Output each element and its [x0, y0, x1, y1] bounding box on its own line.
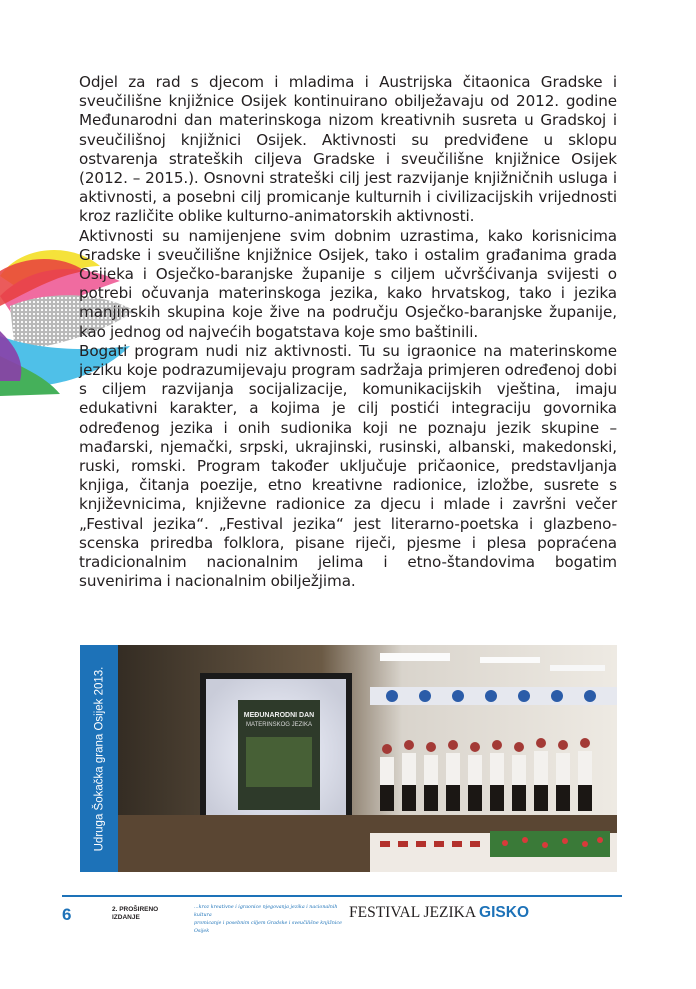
page-number: 6	[62, 905, 72, 924]
screen-title-2: MATERINSKOG JEZIKA	[246, 722, 312, 728]
photo-caption-text: Udruga Šokačka grana Osijek 2013.	[93, 666, 105, 851]
edition-line-2: IZDANJE	[112, 914, 140, 921]
paragraph-intro: Odjel za rad s djecom i mladima i Austrijska čitaonica Gradske i sveučilišne knjižnice Osijek kontinuirano obilježavaju od 2012. godine Međunarodni dan materinskoga nizom kreativnih susreta u Gradskoj i sveučilišnoj knjižnici Osijek. Aktivnosti su predviđene u sklopu ostvarenja strateških ciljeva Gradske i sveučilišne knjižnice Osijek (2012. – 2015.). Osnovni strateški cilj jest razvijanje knjižničnih usluga i aktivnosti, a posebni cilj promicanje kulturnih i civilizacijskih vrijednosti kroz različite oblike kulturno-animatorskih aktivnosti.	[79, 73, 617, 226]
paragraph-audience: Aktivnosti su namijenjene svim dobnim uzrastima, kako korisnicima Gradske i sveučilišne knjižnice Osijek, tako i ostalim građanima grada Osijeka i Osječko-baranjske županije s ciljem učvršćivanja svijesti o potrebi očuvanja materinskoga jezika, kako hrvatskog, tako i jezika manjinskih skupina koje žive na području Osječko-baranjske županije, kao jednog od najvećih bogatstava koje smo baštinili.	[79, 226, 617, 341]
footer-script-line-1: ...kroz kreativne i igraonice njegovanja jezika i nacionalnih kultura	[194, 905, 338, 918]
edition-label	[112, 906, 158, 922]
edition-line-1: 2. PROŠIRENO	[112, 906, 159, 913]
article-body	[79, 73, 617, 591]
publication-title-main: FESTIVAL JEZIKA	[349, 904, 480, 921]
paragraph-program: Bogati program nudi niz aktivnosti. Tu su igraonice na materinskome jeziku koje podrazumijevaju program sadržaja primjeren određenoj dobi s ciljem razvijanja socijalizacije, komunikacijskih vještina, imaju edukativni karakter, a kojima je cilj postići integraciju govornika određenog jezika i onih sudionika koji ne poznaju jezik skupine – mađarski, njemački, srpski, ukrajinski, rusinski, albanski, makedonski, ruski, romski. Program također uključuje pričaonice, predstavljanja knjiga, čitanja poezije, etno kreativne radionice, izložbe, susrete s književnicima, književne radionice za djecu i mlade i završni večer „Festival jezika“. „Festival jezika“ jest literarno-poetska i glazbeno-scenska priredba folklora, pisane riječi, pjesme i plesa popraćena tradicionalnim nacionalnim jelima i etno-štandovima bogatim suvenirima i nacionalnim obilježjima.	[79, 341, 617, 591]
footer-divider	[62, 895, 622, 897]
publication-title	[349, 904, 529, 922]
screen-title-1: MEĐUNARODNI DAN	[243, 712, 315, 719]
footer-script-text	[194, 904, 346, 936]
event-photo	[80, 645, 617, 872]
publication-title-accent: GISKO	[479, 904, 529, 921]
photo-caption	[80, 645, 118, 872]
footer-script-line-2: promicanje i posebnim ciljem Gradske i sveučilišne knjižnice Osijek	[194, 921, 342, 934]
